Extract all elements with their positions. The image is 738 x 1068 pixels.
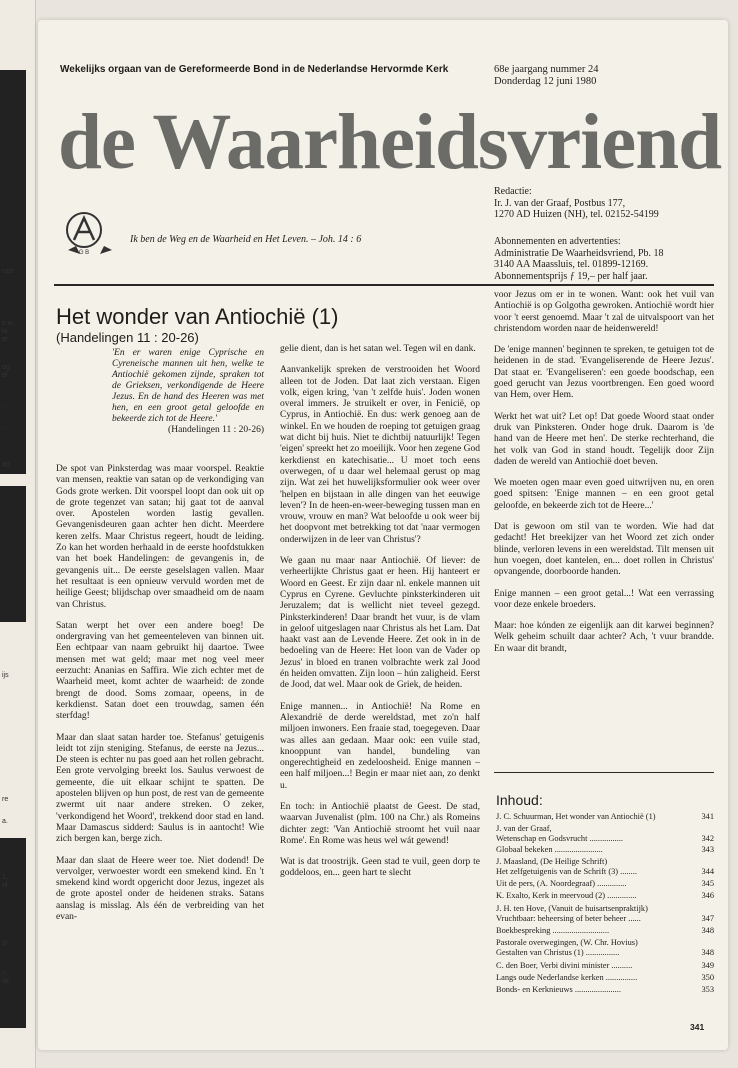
gereformeerde-bond-logo [64, 210, 116, 256]
newspaper-page [38, 20, 728, 1050]
article-paragraph: gelie dient, dan is het satan wel. Tegen wil en dank. [280, 344, 476, 354]
toc-item-page: 344 [701, 867, 714, 877]
toc-item-title: Pastorale overwegingen, (W. Chr. Hovius) Gestalten van Christus (1) ................ [496, 938, 638, 958]
info-line: 1270 AD Huizen (NH), tel. 02152-54199 [494, 209, 659, 220]
article-paragraph: De spot van Pinksterdag was maar voorspel. Reaktie van mensen, reaktie van satan op de verkondiging van Gods grote werken. Dit voorspel loopt dan ook uit op de grote tegenzet van satan; hij gaat tot de aanval over. Apostelen worden lastig gevallen. Gevangenisdeuren gaan achter hen dicht. Meerdere keren zelfs. Maar Christus regeert, houdt de leiding. Zo kan het worden herhaald in de eerste hoofdstukken van het boek Handelingen: de gevangenis in, de gevangenis uit... De eerste geselslagen vallen. Maar het resultaat is een opnieuw vervuld worden met de heilige Geest; blijdschap over smaadheid om de naam van Christus. [56, 464, 264, 610]
article-paragraph: Aanvankelijk spreken de verstrooiden het Woord alleen tot de Joden. Dat laat zich verstaan. Eigen volk, eigen kring, 'van 't zelfde huis'. Joden wonen overal immers. Je struikelt er over, in Fenicië, op Cyprus, in Antiochië. En dus: werk genoeg aan de winkel. En we houden de roeping tot getuigen graag wat dicht bij huis. Niet te dichtbij natuurlijk! Tegen 'eigen' spreekt het zo moeilijk. Voor hen zegene God kerkdienst en katechisatie... U moet toch eens overwegen, of u daar wel helemaal gerust op mag zijn. Wat zei het huwelijksformulier ook weer over 'helpen en bijstaan in alle dingen van het eeuwige leven'? In de heen-en-weer-beweging tussen man en vrouw, vrouw en man? Wat beloofde u ook weer bij het doopvont met betrekking tot dat 'naar vermogen onderwijzen in de leer van Christus'? [280, 365, 480, 545]
toc-item-page: 342 343 [701, 834, 714, 854]
toc-item-title: J. van der Graaf, Wetenschap en Godsvrucht ................ Globaal bekeken ....................... [496, 824, 624, 854]
article-paragraph: Dat is gewoon om stil van te worden. Wie had dat gedacht! Het breekijzer van het Woord zet zich onder blinde, verloren levens in een wereldstad. Tilt mensen uit hun voegen, doet kantelen, en... doet rollen in Christus' opvangende, doorboorde handen. [494, 522, 714, 578]
abonnementen-info [494, 236, 664, 282]
redactie-info [494, 186, 659, 221]
issue-volume: 68e jaargang nummer 24 [494, 64, 599, 75]
strip-fragment: nze [2, 268, 14, 275]
strip-fragment: og el. [2, 364, 10, 379]
strip-fragment: re [2, 796, 9, 803]
toc-item-title: Uit de pers, (A. Noordegraaf) .............. [496, 879, 627, 889]
article-column-1 [56, 464, 264, 933]
info-line: Abonnementsprijs ƒ 19,– per half jaar. [494, 270, 648, 282]
strip-fragment: n, lie [2, 970, 10, 985]
toc-item-page: 350 [701, 972, 714, 982]
article-paragraph: Maar: hoe kónden ze eigenlijk aan dit karwei beginnen? Welk geheim schuilt daar achter? Ach, 't vuur brandde. En waar dit brandt, [494, 621, 714, 654]
info-line: 3140 AA Maassluis, tel. 01899-12169. [494, 259, 649, 270]
article-paragraph: We moeten ogen maar even goed uitwrijven nu, en oren goed spitsen: 'Enige mannen – en een groot getal geloofde, en bekeerde zich tot de Heere...' [494, 478, 714, 511]
toc-item-page: 348 [701, 948, 714, 958]
toc-item [496, 961, 714, 971]
strip-fragment: ijs [2, 672, 9, 679]
toc-item-title: J. C. Schuurman, Het wonder van Antiochië (1) [496, 812, 656, 821]
toc-item-page: 341 [701, 812, 714, 821]
table-of-contents [496, 812, 714, 997]
article-paragraph: Enige mannen – een groot getal...! Wat een verrassing voor deze enkele broeders. [494, 588, 714, 610]
strip-fragment: e in la- er- [2, 320, 14, 343]
toc-item-title: C. den Boer, Verbi divini minister .......... [496, 960, 633, 970]
strip-fragment: .... [2, 424, 10, 431]
toc-item-title: Bonds- en Kerknieuws ...................... [496, 985, 621, 995]
page-number: 341 [690, 1022, 705, 1032]
header-rule [54, 284, 714, 286]
toc-item [496, 973, 714, 983]
toc-item-page: 353 [701, 985, 714, 995]
toc-item-title: J. H. ten Hove, (Vanuit de huisartsenpraktijk) Vruchtbaar: beheersing of beter beheer ...... [496, 903, 648, 923]
inhoud-rule [494, 772, 714, 773]
article-paragraph: Maar dan slaat satan harder toe. Stefanus' getuigenis leidt tot zijn steniging. Stefanus, de eerste na Jezus... De steen is echter nu pas goed aan het rollen gebracht. Een grote vervolging breekt los. Saulus verwoest de gemeente, die uit elkaar schijnt te spatten. De apostelen blijven op hun post, de rest van de gemeente zwermt uit naar andere streken. O zeker, 'verkondigend het Woord', trekkend door stad en land. Maar Damascus sidderd: Saulus is in aantocht! Wie zich bergen kan, berge zich. [56, 732, 264, 845]
toc-item-title: Boekbespreking ........................... [496, 926, 610, 936]
article-paragraph: Maar dan slaat de Heere weer toe. Niet dodend! De vervolger, verwoester wordt een smekend kind. En 't smekend kind wordt opgericht door Jezus, ingezet als de grote apostel onder de heidenen straks. Satans aanslag is misslag. Als één de verbreiding van het evan- [56, 855, 264, 922]
toc-item-page: 348 [701, 926, 714, 936]
article-column-2 [280, 344, 480, 890]
article-column-3 [494, 290, 714, 665]
strip-fragment: .... [2, 402, 10, 409]
scripture-quote [112, 348, 264, 436]
toc-item-page: 345 [701, 879, 714, 889]
toc-item [496, 926, 714, 936]
article-paragraph: We gaan nu maar naar Antiochië. Of liever: de verheerlijkte Christus gaat er heen. Hij hanteert er Woord en Geest. Er zijn daar nl. enkele mannen uit Cyprus en Cyrene. Gevluchte pinksterkinderen uit Jeruzalem; dat is wellicht niet teveel gezegd. Pinksterkinderen! Daar brandt het vuur, is de vlam in geloof uitgeslagen naar Christus als het Lam. Dat haakt vast aan de Levende Heere. Zet ook in in de bedoeling van de Heere: Het loon van de Vader op Jezus' in bloed en tranen volbrachte werk zal Jood én heiden omvatten. Zijn loon – hún zaligheid. Eerst de Jood, dat wel. Maar ook de Griek, de heiden. [280, 556, 480, 691]
toc-item [496, 879, 714, 889]
logo-lettering: G B [78, 250, 90, 256]
article-title: Het wonder van Antiochië (1) [56, 304, 339, 329]
strip-bar [0, 838, 26, 1028]
quote-source: (Handelingen 11 : 20-26) [168, 425, 264, 435]
article-paragraph: voor Jezus om er in te wonen. Want: ook het vuil van Antiochië is op Golgotha gewroken. Antiochië wordt hier voor 't eerst genoemd. Maar 't zal de uitvalspoort van het christendom worden naar de heidenwereld! [494, 290, 714, 334]
article-paragraph: Satan werpt het over een andere boeg! De ondergraving van het gemeenteleven van binnen uit. Een echtpaar van naam gebruikt hij daartoe. Twee mensen met wat geld; maar met nog veel meer eerzucht: Ananias en Saffira. Wie zich echter met de Waarheid meet, komt achter de waarheid: de zonde brengt de dood. Soms zomaar, opeens, in de kerkdienst. Satan doet een trouwdag, samen één sterfdag! [56, 620, 264, 722]
info-line: Ir. J. van der Graaf, Postbus 177, [494, 197, 626, 209]
strip-fragment: d- [2, 940, 9, 947]
issue-date: Donderdag 12 juni 1980 [494, 76, 597, 87]
toc-item [496, 891, 714, 901]
info-line: Redactie: [494, 186, 532, 197]
toc-item [496, 857, 714, 877]
toc-item [496, 812, 714, 822]
toc-item-title: J. Maasland, (De Heilige Schrift) Het zelfgetuigenis van de Schrift (3) ........ [496, 856, 637, 877]
article-paragraph: En toch: in Antiochië plaatst de Geest. De stad, waarvan Juvenalist (plm. 100 na Chr.) als Romeins dichter zegt: 'Van Antiochië stroomt het vuil naar Rome'. En Rome was heus wel wát gewend! [280, 801, 480, 846]
article-subtitle: (Handelingen 11 : 20-26) [56, 330, 199, 345]
strip-fragment: 40 [2, 462, 10, 469]
toc-item [496, 824, 714, 855]
toc-item-title: K. Exalto, Kerk in meervoud (2) .............. [496, 891, 637, 901]
article-paragraph: Wat is dat troostrijk. Geen stad te vuil, geen dorp te goddeloos, en... geen hart te slecht [280, 857, 480, 879]
toc-item-title: Langs oude Nederlandse kerken ............... [496, 972, 638, 982]
motto: Ik ben de Weg en de Waarheid en Het Leven. – Joh. 14 : 6 [130, 234, 362, 245]
adjacent-page-strip [0, 0, 36, 1068]
issue-info [494, 64, 598, 88]
quote-text: 'En er waren enige Cyprische en Cyreneische mannen uit hen, welke te Antiochië gekomen zijnde, spraken tot de Grieksen, verkondigende de Heere Jezus. En de hand des Heeren was met hen, en een groot getal geloofde en bekeerde zich tot de Heere.' [112, 348, 264, 424]
article-paragraph: Enige mannen... in Antiochië! Na Rome en Alexandrië de derde wereldstad, met zo'n half miljoen inwoners. Een fraaie stad, toegegeven. Daar was alles aan gedaan. Maar ook: een vuile stad, knooppunt van handel, bundeling van ongerechtigheid en zedeloosheid. Enige mannen – een half miljoen...! Begin er maar niet aan, zo denkt u. [280, 701, 480, 791]
toc-item-page: 347 [701, 913, 714, 923]
info-line: Administratie De Waarheidsvriend, Pb. 18 [494, 247, 664, 259]
toc-item [496, 904, 714, 924]
strip-fragment: 1,. ol. [2, 874, 10, 889]
toc-item-page: 346 [701, 891, 714, 901]
strip-bar [0, 486, 26, 622]
article-paragraph: Werkt het wat uit? Let op! Dat goede Woord staat onder druk van Pinksteren. Onder hoge druk. Daarom is 'de hand van de Heere met hen'. De sterke rechterhand, die het volk van God in stand houdt. Tegelijk door Zijn daden de wereld van Antiochië doet beven. [494, 411, 714, 467]
inhoud-title: Inhoud: [496, 792, 543, 808]
strip-fragment: a. [2, 818, 8, 825]
toc-item [496, 938, 714, 958]
toc-item [496, 985, 714, 995]
article-paragraph: De 'enige mannen' beginnen te spreken, te getuigen tot de heidenen in de stad. 'Evangeliserende de Heere Jezus'. Dat staat er. 'Evangeliseren': een goede boodschap, een goed gerucht van Jezus voortbrengen. Een goed woord van Hem, over Hem. [494, 345, 714, 401]
masthead-subtitle: Wekelijks orgaan van de Gereformeerde Bond in de Nederlandse Hervormde Kerk [60, 64, 449, 75]
info-line: Abonnementen en advertenties: [494, 236, 621, 247]
masthead-title: de Waarheidsvriend [58, 99, 722, 186]
toc-item-page: 349 [701, 960, 714, 970]
